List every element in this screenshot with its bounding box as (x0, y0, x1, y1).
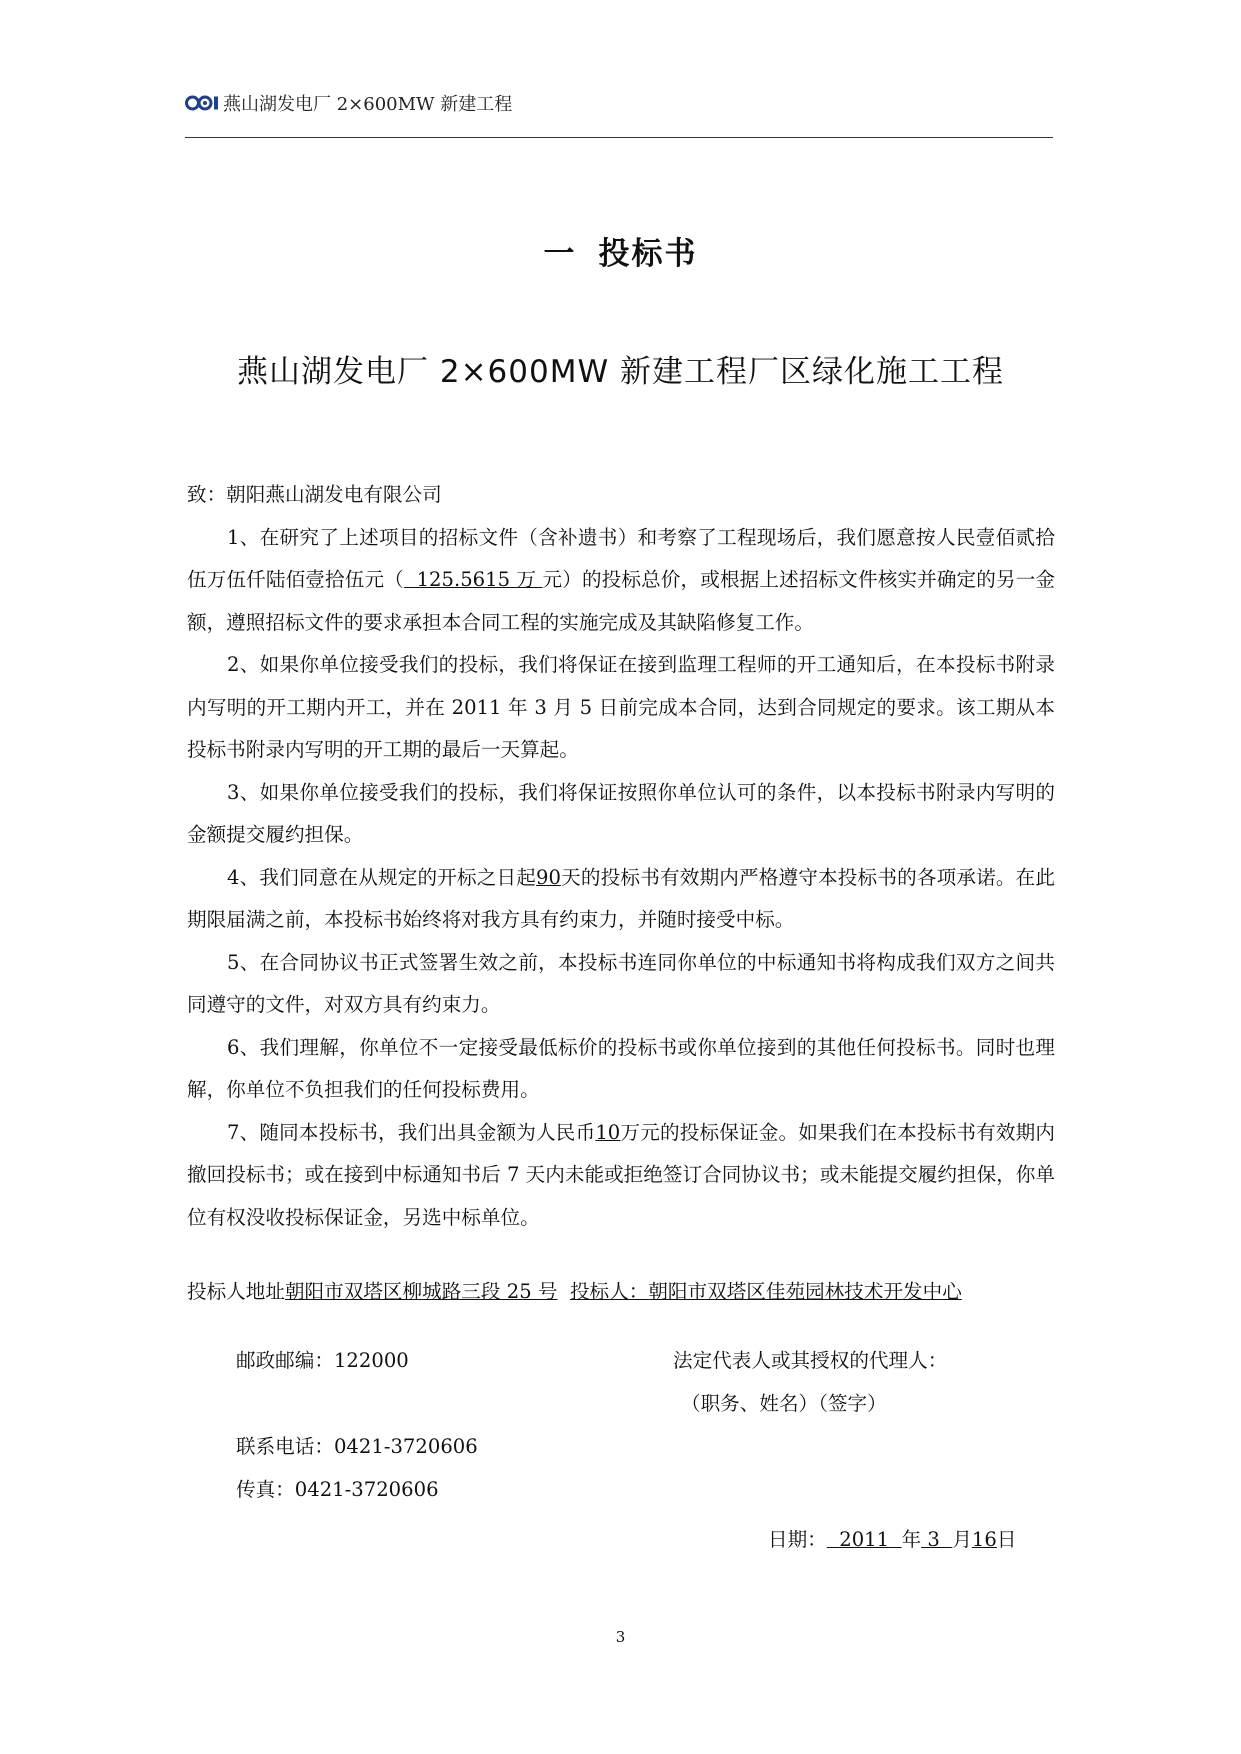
paragraph-7-part-b: 万元的投标保证金。如果我们在本投标书有效期内撤回投标书；或在接到中标通知书后 7 天内未能或拒绝签订合同协议书；或未能提交履约担保，你单位有权没收投标保证金，另选中标单位。 (187, 1120, 1055, 1229)
bid-bond-amount: 10 (595, 1120, 621, 1144)
project-title: 燕山湖发电厂 2×600MW 新建工程厂区绿化施工工程 (237, 354, 1004, 390)
paragraph-7-part-a: 7、随同本投标书，我们出具金额为人民币 (227, 1120, 596, 1144)
phone-number: 联系电话：0421-3720606 (236, 1435, 478, 1458)
page-number: 3 (615, 1628, 626, 1646)
bidder-address: 朝阳市双塔区柳城路三段 25 号 (284, 1280, 558, 1303)
address-label: 投标人地址 (187, 1280, 285, 1303)
paragraph-7 (187, 1112, 1055, 1240)
paragraph-2: 2、如果你单位接受我们的投标，我们将保证在接到监理工程师的开工通知后，在本投标书附录内写明的开工期内开工，并在 2011 年 3 月 5 日前完成本合同，达到合同规定的要求。该工期从本投标书附录内写明的开工期的最后一天算起。 (187, 653, 1055, 761)
running-title: 燕山湖发电厂 2×600MW 新建工程 (223, 94, 513, 115)
bidder-label: 投标人： (569, 1280, 649, 1303)
paragraph-1 (187, 517, 1055, 645)
section-title (0, 228, 1241, 273)
header-rule (185, 137, 1053, 138)
paragraph-1-part-b: 元）的投标总价，或根据上述招标文件核实并确定的另一金额，遵照招标文件的要求承担本合同工程的实施完成及其缺陷修复工作。 (187, 568, 1056, 634)
paragraph-4-part-b: 天的投标书有效期内严格遵守本投标书的各项承诺。在此期限届满之前，本投标书始终将对我方具有约束力，并随时接受中标。 (187, 865, 1056, 931)
date-month: 3 (921, 1528, 953, 1551)
page-header (185, 88, 512, 118)
legal-representative: 法定代表人或其授权的代理人： (673, 1349, 948, 1372)
bid-amount: 125.5615 万 (403, 568, 543, 591)
paragraph-4-part-a: 4、我们同意在从规定的开标之日起 (227, 865, 537, 889)
salutation: 致：朝阳燕山湖发电有限公司 (187, 483, 442, 506)
date-day: 16 (971, 1528, 997, 1551)
paragraph-4 (187, 857, 1055, 942)
section-title-text: 投标书 (598, 236, 698, 272)
date-line (768, 1523, 1016, 1552)
date-year: 2011 (826, 1528, 902, 1551)
validity-days: 90 (536, 865, 561, 889)
bidder-name: 朝阳市双塔区佳苑园林技术开发中心 (648, 1280, 962, 1303)
paragraph-5: 5、在合同协议书正式签署生效之前，本投标书连同你单位的中标通知书将构成我们双方之间共同遵守的文件，对双方具有约束力。 (187, 950, 1055, 1016)
postal-code: 邮政邮编：122000 (236, 1349, 409, 1372)
letter-body (187, 474, 1055, 1239)
coi-logo-icon (185, 94, 221, 112)
date-month-unit: 月 (952, 1528, 972, 1551)
date-year-unit: 年 (901, 1528, 922, 1551)
section-number: 一 (543, 236, 577, 272)
signature-note: （职务、姓名）（签字） (681, 1392, 887, 1415)
date-day-unit: 日 (996, 1528, 1017, 1551)
date-label: 日期： (768, 1528, 827, 1551)
paragraph-6: 6、我们理解，你单位不一定接受最低标价的投标书或你单位接到的其他任何投标书。同时也理解，你单位不负担我们的任何投标费用。 (187, 1035, 1055, 1101)
bidder-address-line (187, 1275, 962, 1304)
paragraph-3: 3、如果你单位接受我们的投标，我们将保证按照你单位认可的条件，以本投标书附录内写明的金额提交履约担保。 (187, 780, 1055, 846)
fax-number: 传真：0421-3720606 (236, 1478, 439, 1501)
paragraph-1-part-a: 1、在研究了上述项目的招标文件（含补遗书）和考察了工程现场后，我们愿意按人民壹佰贰拾伍万伍仟陆佰壹拾伍元（ (187, 525, 1055, 591)
